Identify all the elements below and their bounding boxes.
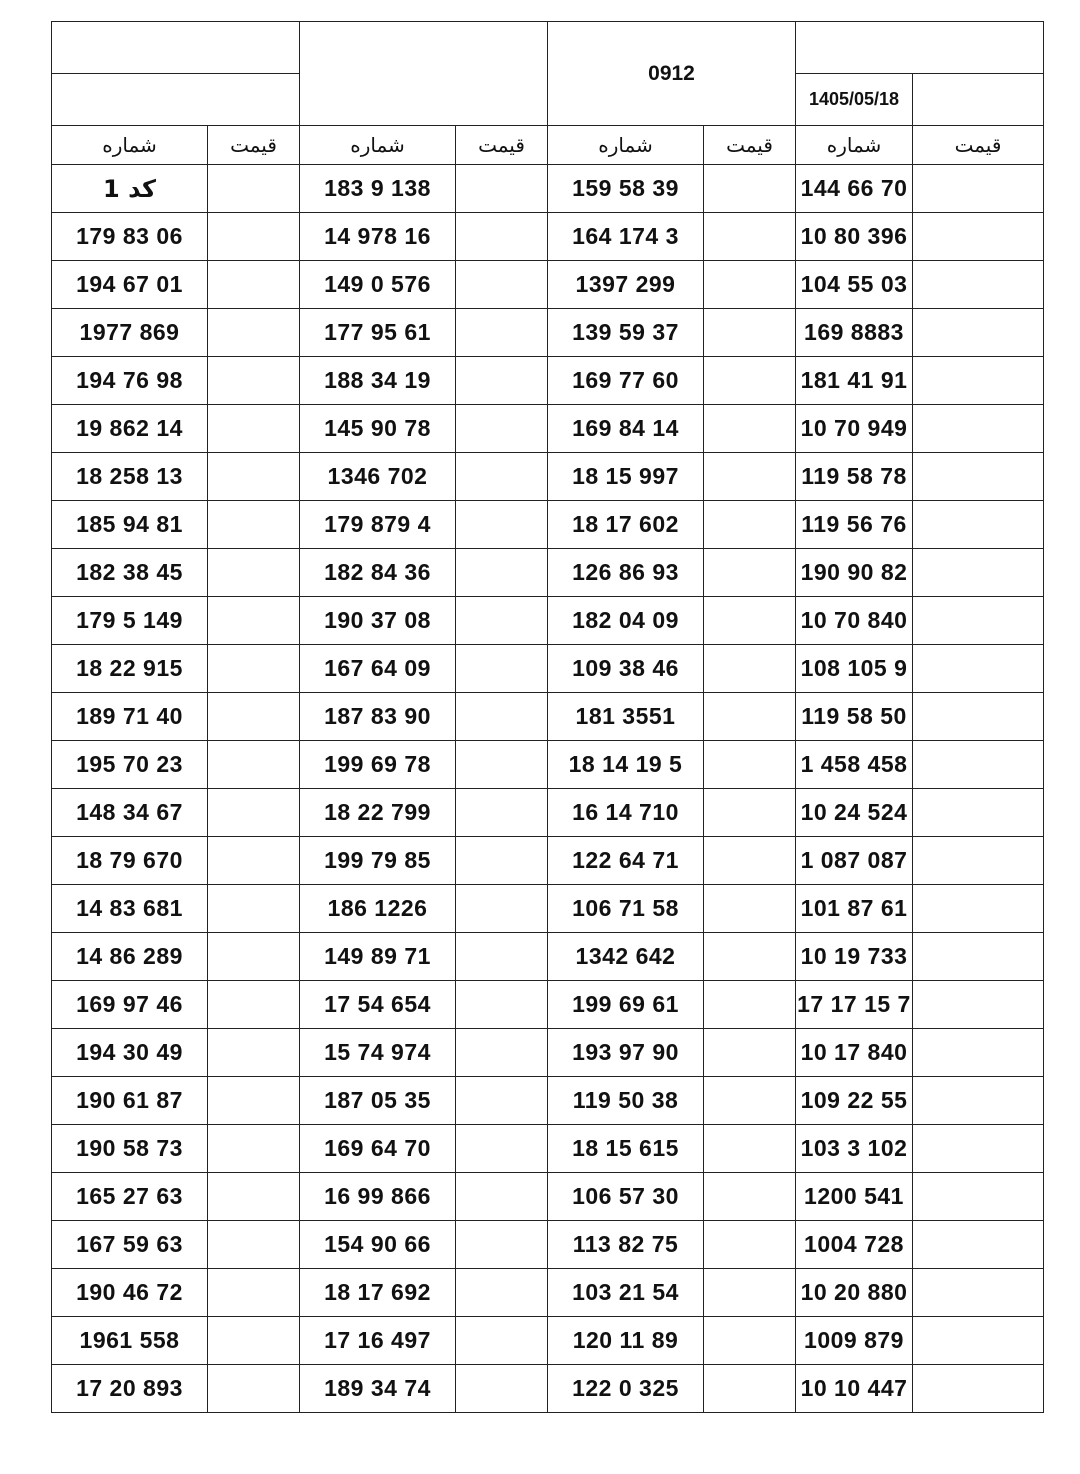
price-cell: [456, 1029, 548, 1077]
phone-number-cell: 154 90 66: [300, 1221, 456, 1269]
price-cell: [913, 1077, 1044, 1125]
phone-number-cell: 139 59 37: [548, 309, 704, 357]
price-cell: [456, 501, 548, 549]
price-cell: [208, 1269, 300, 1317]
phone-number-cell: 126 86 93: [548, 549, 704, 597]
table-row: [52, 1077, 1044, 1125]
phone-number-cell: 10 17 840: [796, 1029, 913, 1077]
price-cell: [704, 405, 796, 453]
price-cell: [913, 789, 1044, 837]
price-cell: [704, 981, 796, 1029]
phone-number-cell: 1 458 458: [796, 741, 913, 789]
header-prefix-code: 0912: [548, 22, 796, 126]
price-cell: [208, 453, 300, 501]
phone-number-cell: 18 17 692: [300, 1269, 456, 1317]
price-cell: [456, 1125, 548, 1173]
header-empty-cell-1: [52, 22, 300, 74]
price-cell: [704, 741, 796, 789]
phone-number-cell: 19 862 14: [52, 405, 208, 453]
phone-number-cell: 199 69 61: [548, 981, 704, 1029]
price-cell: [208, 357, 300, 405]
price-cell: [704, 261, 796, 309]
price-cell: [208, 309, 300, 357]
phone-number-cell: 18 14 19 5: [548, 741, 704, 789]
price-cell: [704, 1173, 796, 1221]
price-cell: [704, 1269, 796, 1317]
phone-number-cell: 167 64 09: [300, 645, 456, 693]
phone-number-cell: 189 34 74: [300, 1365, 456, 1413]
price-cell: [208, 1365, 300, 1413]
price-cell: [913, 1317, 1044, 1365]
phone-number-cell: 182 04 09: [548, 597, 704, 645]
phone-number-cell: 189 71 40: [52, 693, 208, 741]
price-cell: [456, 837, 548, 885]
table-row: [52, 501, 1044, 549]
phone-number-cell: 109 22 55: [796, 1077, 913, 1125]
phone-number-cell: 159 58 39: [548, 165, 704, 213]
phone-number-cell: 177 95 61: [300, 309, 456, 357]
phone-number-cell: 193 97 90: [548, 1029, 704, 1077]
phone-number-cell: 199 69 78: [300, 741, 456, 789]
price-cell: [208, 1029, 300, 1077]
phone-number-cell: 15 74 974: [300, 1029, 456, 1077]
phone-number-cell: 186 1226: [300, 885, 456, 933]
price-cell: [704, 933, 796, 981]
price-cell: [456, 1173, 548, 1221]
phone-number-cell: 10 20 880: [796, 1269, 913, 1317]
table-row: [52, 165, 1044, 213]
price-cell: [704, 1029, 796, 1077]
price-cell: [913, 309, 1044, 357]
phone-number-cell: 1009 879: [796, 1317, 913, 1365]
price-cell: [208, 741, 300, 789]
phone-number-cell: 169 84 14: [548, 405, 704, 453]
header-date: 1405/05/18: [796, 74, 913, 126]
price-column-header: قیمت: [456, 126, 548, 165]
price-cell: [913, 741, 1044, 789]
phone-number-cell: 145 90 78: [300, 405, 456, 453]
price-cell: [456, 645, 548, 693]
phone-number-cell: 187 05 35: [300, 1077, 456, 1125]
number-column-header: شماره: [52, 126, 208, 165]
table-row: [52, 1269, 1044, 1317]
phone-number-cell: 187 83 90: [300, 693, 456, 741]
price-cell: [456, 981, 548, 1029]
price-cell: [704, 1317, 796, 1365]
phone-number-cell: 18 22 799: [300, 789, 456, 837]
table-row: [52, 357, 1044, 405]
phone-number-cell: 182 38 45: [52, 549, 208, 597]
phone-number-cell: 1977 869: [52, 309, 208, 357]
phone-number-cell: 10 70 949: [796, 405, 913, 453]
phone-number-cell: 18 22 915: [52, 645, 208, 693]
price-cell: [913, 261, 1044, 309]
price-cell: [913, 1029, 1044, 1077]
phone-number-cell: 1346 702: [300, 453, 456, 501]
phone-number-cell: 195 70 23: [52, 741, 208, 789]
price-cell: [704, 1221, 796, 1269]
price-cell: [208, 501, 300, 549]
price-cell: [456, 405, 548, 453]
price-cell: [208, 213, 300, 261]
price-cell: [208, 885, 300, 933]
price-cell: [456, 885, 548, 933]
price-cell: [208, 693, 300, 741]
table-row: [52, 309, 1044, 357]
price-cell: [704, 309, 796, 357]
phone-number-cell: 169 97 46: [52, 981, 208, 1029]
price-cell: [913, 357, 1044, 405]
price-cell: [913, 405, 1044, 453]
phone-number-cell: 119 58 78: [796, 453, 913, 501]
phone-number-cell: 14 83 681: [52, 885, 208, 933]
code-label-cell: کد 1: [52, 165, 208, 213]
table-row: [52, 549, 1044, 597]
phone-number-cell: 103 3 102: [796, 1125, 913, 1173]
phone-number-cell: 1397 299: [548, 261, 704, 309]
price-column-header: قیمت: [913, 126, 1044, 165]
phone-number-cell: 190 37 08: [300, 597, 456, 645]
table-row: [52, 1125, 1044, 1173]
phone-number-cell: 165 27 63: [52, 1173, 208, 1221]
price-cell: [208, 261, 300, 309]
price-cell: [456, 213, 548, 261]
table-row: [52, 1029, 1044, 1077]
price-cell: [704, 549, 796, 597]
price-cell: [704, 645, 796, 693]
phone-number-cell: 1200 541: [796, 1173, 913, 1221]
phone-number-cell: 190 90 82: [796, 549, 913, 597]
phone-number-cell: 10 80 396: [796, 213, 913, 261]
price-cell: [704, 357, 796, 405]
price-cell: [208, 1077, 300, 1125]
price-cell: [913, 597, 1044, 645]
number-column-header: شماره: [300, 126, 456, 165]
phone-number-cell: 181 41 91: [796, 357, 913, 405]
phone-number-cell: 120 11 89: [548, 1317, 704, 1365]
price-cell: [456, 261, 548, 309]
phone-number-cell: 194 76 98: [52, 357, 208, 405]
price-cell: [704, 165, 796, 213]
header-empty-cell-2: [300, 22, 548, 126]
price-cell: [704, 789, 796, 837]
price-cell: [208, 597, 300, 645]
phone-number-cell: 190 61 87: [52, 1077, 208, 1125]
phone-number-cell: 179 5 149: [52, 597, 208, 645]
price-cell: [208, 933, 300, 981]
price-cell: [704, 885, 796, 933]
phone-number-cell: 1342 642: [548, 933, 704, 981]
price-cell: [456, 1269, 548, 1317]
price-cell: [456, 1317, 548, 1365]
phone-number-cell: 167 59 63: [52, 1221, 208, 1269]
price-column-header: قیمت: [704, 126, 796, 165]
price-cell: [913, 981, 1044, 1029]
table-row: [52, 933, 1044, 981]
price-column-header: قیمت: [208, 126, 300, 165]
table-row: [52, 837, 1044, 885]
phone-number-cell: 179 83 06: [52, 213, 208, 261]
phone-number-cell: 179 879 4: [300, 501, 456, 549]
table-row: [52, 789, 1044, 837]
price-cell: [704, 837, 796, 885]
phone-number-cell: 149 89 71: [300, 933, 456, 981]
price-cell: [208, 981, 300, 1029]
price-cell: [208, 165, 300, 213]
phone-number-cell: 119 50 38: [548, 1077, 704, 1125]
phone-number-cell: 10 70 840: [796, 597, 913, 645]
table-row: [52, 693, 1044, 741]
phone-number-cell: 181 3551: [548, 693, 704, 741]
phone-number-cell: 122 64 71: [548, 837, 704, 885]
price-cell: [456, 933, 548, 981]
price-cell: [456, 693, 548, 741]
phone-number-cell: 190 46 72: [52, 1269, 208, 1317]
price-cell: [704, 1077, 796, 1125]
table-row: [52, 213, 1044, 261]
phone-number-cell: 185 94 81: [52, 501, 208, 549]
phone-number-cell: 164 174 3: [548, 213, 704, 261]
price-cell: [208, 645, 300, 693]
price-cell: [456, 549, 548, 597]
phone-number-cell: 10 24 524: [796, 789, 913, 837]
price-cell: [913, 165, 1044, 213]
phone-number-cell: 16 99 866: [300, 1173, 456, 1221]
phone-number-cell: 169 77 60: [548, 357, 704, 405]
phone-number-cell: 1 087 087: [796, 837, 913, 885]
phone-number-cell: 18 17 602: [548, 501, 704, 549]
phone-number-cell: 17 16 497: [300, 1317, 456, 1365]
price-cell: [913, 213, 1044, 261]
price-cell: [208, 405, 300, 453]
phone-number-cell: 194 67 01: [52, 261, 208, 309]
header-empty-cell-4: [52, 74, 300, 126]
price-cell: [704, 1125, 796, 1173]
phone-number-cell: 144 66 70: [796, 165, 913, 213]
price-cell: [913, 549, 1044, 597]
number-column-header: شماره: [796, 126, 913, 165]
price-cell: [913, 453, 1044, 501]
price-cell: [208, 789, 300, 837]
table-row: [52, 885, 1044, 933]
price-cell: [456, 309, 548, 357]
price-cell: [913, 501, 1044, 549]
price-list-table: [51, 21, 1044, 1413]
price-cell: [913, 1221, 1044, 1269]
price-cell: [704, 693, 796, 741]
price-cell: [208, 1221, 300, 1269]
price-cell: [913, 933, 1044, 981]
phone-number-cell: 17 17 15 7: [796, 981, 913, 1029]
price-cell: [208, 1317, 300, 1365]
phone-number-cell: 18 15 615: [548, 1125, 704, 1173]
price-cell: [913, 1365, 1044, 1413]
price-cell: [456, 453, 548, 501]
price-cell: [208, 1173, 300, 1221]
phone-number-cell: 119 58 50: [796, 693, 913, 741]
price-cell: [913, 885, 1044, 933]
phone-number-cell: 169 8883: [796, 309, 913, 357]
price-cell: [913, 1173, 1044, 1221]
price-cell: [913, 1269, 1044, 1317]
phone-number-cell: 188 34 19: [300, 357, 456, 405]
phone-number-cell: 190 58 73: [52, 1125, 208, 1173]
phone-number-cell: 18 258 13: [52, 453, 208, 501]
price-cell: [704, 597, 796, 645]
column-header-row: [52, 126, 1044, 165]
price-cell: [456, 741, 548, 789]
price-cell: [913, 1125, 1044, 1173]
phone-number-cell: 16 14 710: [548, 789, 704, 837]
phone-number-cell: 119 56 76: [796, 501, 913, 549]
price-cell: [704, 501, 796, 549]
table-row: [52, 453, 1044, 501]
phone-number-cell: 1961 558: [52, 1317, 208, 1365]
price-cell: [456, 1077, 548, 1125]
phone-number-cell: 169 64 70: [300, 1125, 456, 1173]
table-row: [52, 741, 1044, 789]
phone-number-cell: 194 30 49: [52, 1029, 208, 1077]
phone-number-cell: 148 34 67: [52, 789, 208, 837]
phone-number-cell: 14 978 16: [300, 213, 456, 261]
phone-number-cell: 17 20 893: [52, 1365, 208, 1413]
phone-number-cell: 183 9 138: [300, 165, 456, 213]
price-cell: [704, 213, 796, 261]
price-cell: [456, 165, 548, 213]
phone-number-cell: 18 79 670: [52, 837, 208, 885]
price-cell: [208, 1125, 300, 1173]
phone-number-cell: 106 71 58: [548, 885, 704, 933]
price-cell: [704, 453, 796, 501]
phone-number-cell: 101 87 61: [796, 885, 913, 933]
table-row: [52, 597, 1044, 645]
price-cell: [456, 357, 548, 405]
phone-number-cell: 106 57 30: [548, 1173, 704, 1221]
price-cell: [913, 645, 1044, 693]
price-cell: [704, 1365, 796, 1413]
phone-number-cell: 113 82 75: [548, 1221, 704, 1269]
phone-number-cell: 122 0 325: [548, 1365, 704, 1413]
phone-number-cell: 109 38 46: [548, 645, 704, 693]
table-row: [52, 1173, 1044, 1221]
header-empty-cell-5: [913, 74, 1044, 126]
phone-number-cell: 149 0 576: [300, 261, 456, 309]
price-cell: [456, 1221, 548, 1269]
phone-number-cell: 10 19 733: [796, 933, 913, 981]
phone-number-cell: 14 86 289: [52, 933, 208, 981]
price-cell: [208, 837, 300, 885]
price-cell: [913, 837, 1044, 885]
phone-number-cell: 17 54 654: [300, 981, 456, 1029]
table-row: [52, 1317, 1044, 1365]
phone-number-cell: 104 55 03: [796, 261, 913, 309]
price-cell: [456, 597, 548, 645]
price-cell: [208, 549, 300, 597]
table-row: [52, 1365, 1044, 1413]
phone-number-cell: 103 21 54: [548, 1269, 704, 1317]
phone-number-cell: 18 15 997: [548, 453, 704, 501]
table-row: [52, 981, 1044, 1029]
price-cell: [456, 789, 548, 837]
number-column-header: شماره: [548, 126, 704, 165]
price-cell: [913, 693, 1044, 741]
price-cell: [456, 1365, 548, 1413]
phone-number-cell: 182 84 36: [300, 549, 456, 597]
header-empty-cell-3: [796, 22, 1044, 74]
table-row: [52, 405, 1044, 453]
table-row: [52, 1221, 1044, 1269]
phone-number-cell: 108 105 9: [796, 645, 913, 693]
table-row: [52, 645, 1044, 693]
phone-number-cell: 10 10 447: [796, 1365, 913, 1413]
phone-number-cell: 199 79 85: [300, 837, 456, 885]
table-row: [52, 261, 1044, 309]
phone-number-cell: 1004 728: [796, 1221, 913, 1269]
